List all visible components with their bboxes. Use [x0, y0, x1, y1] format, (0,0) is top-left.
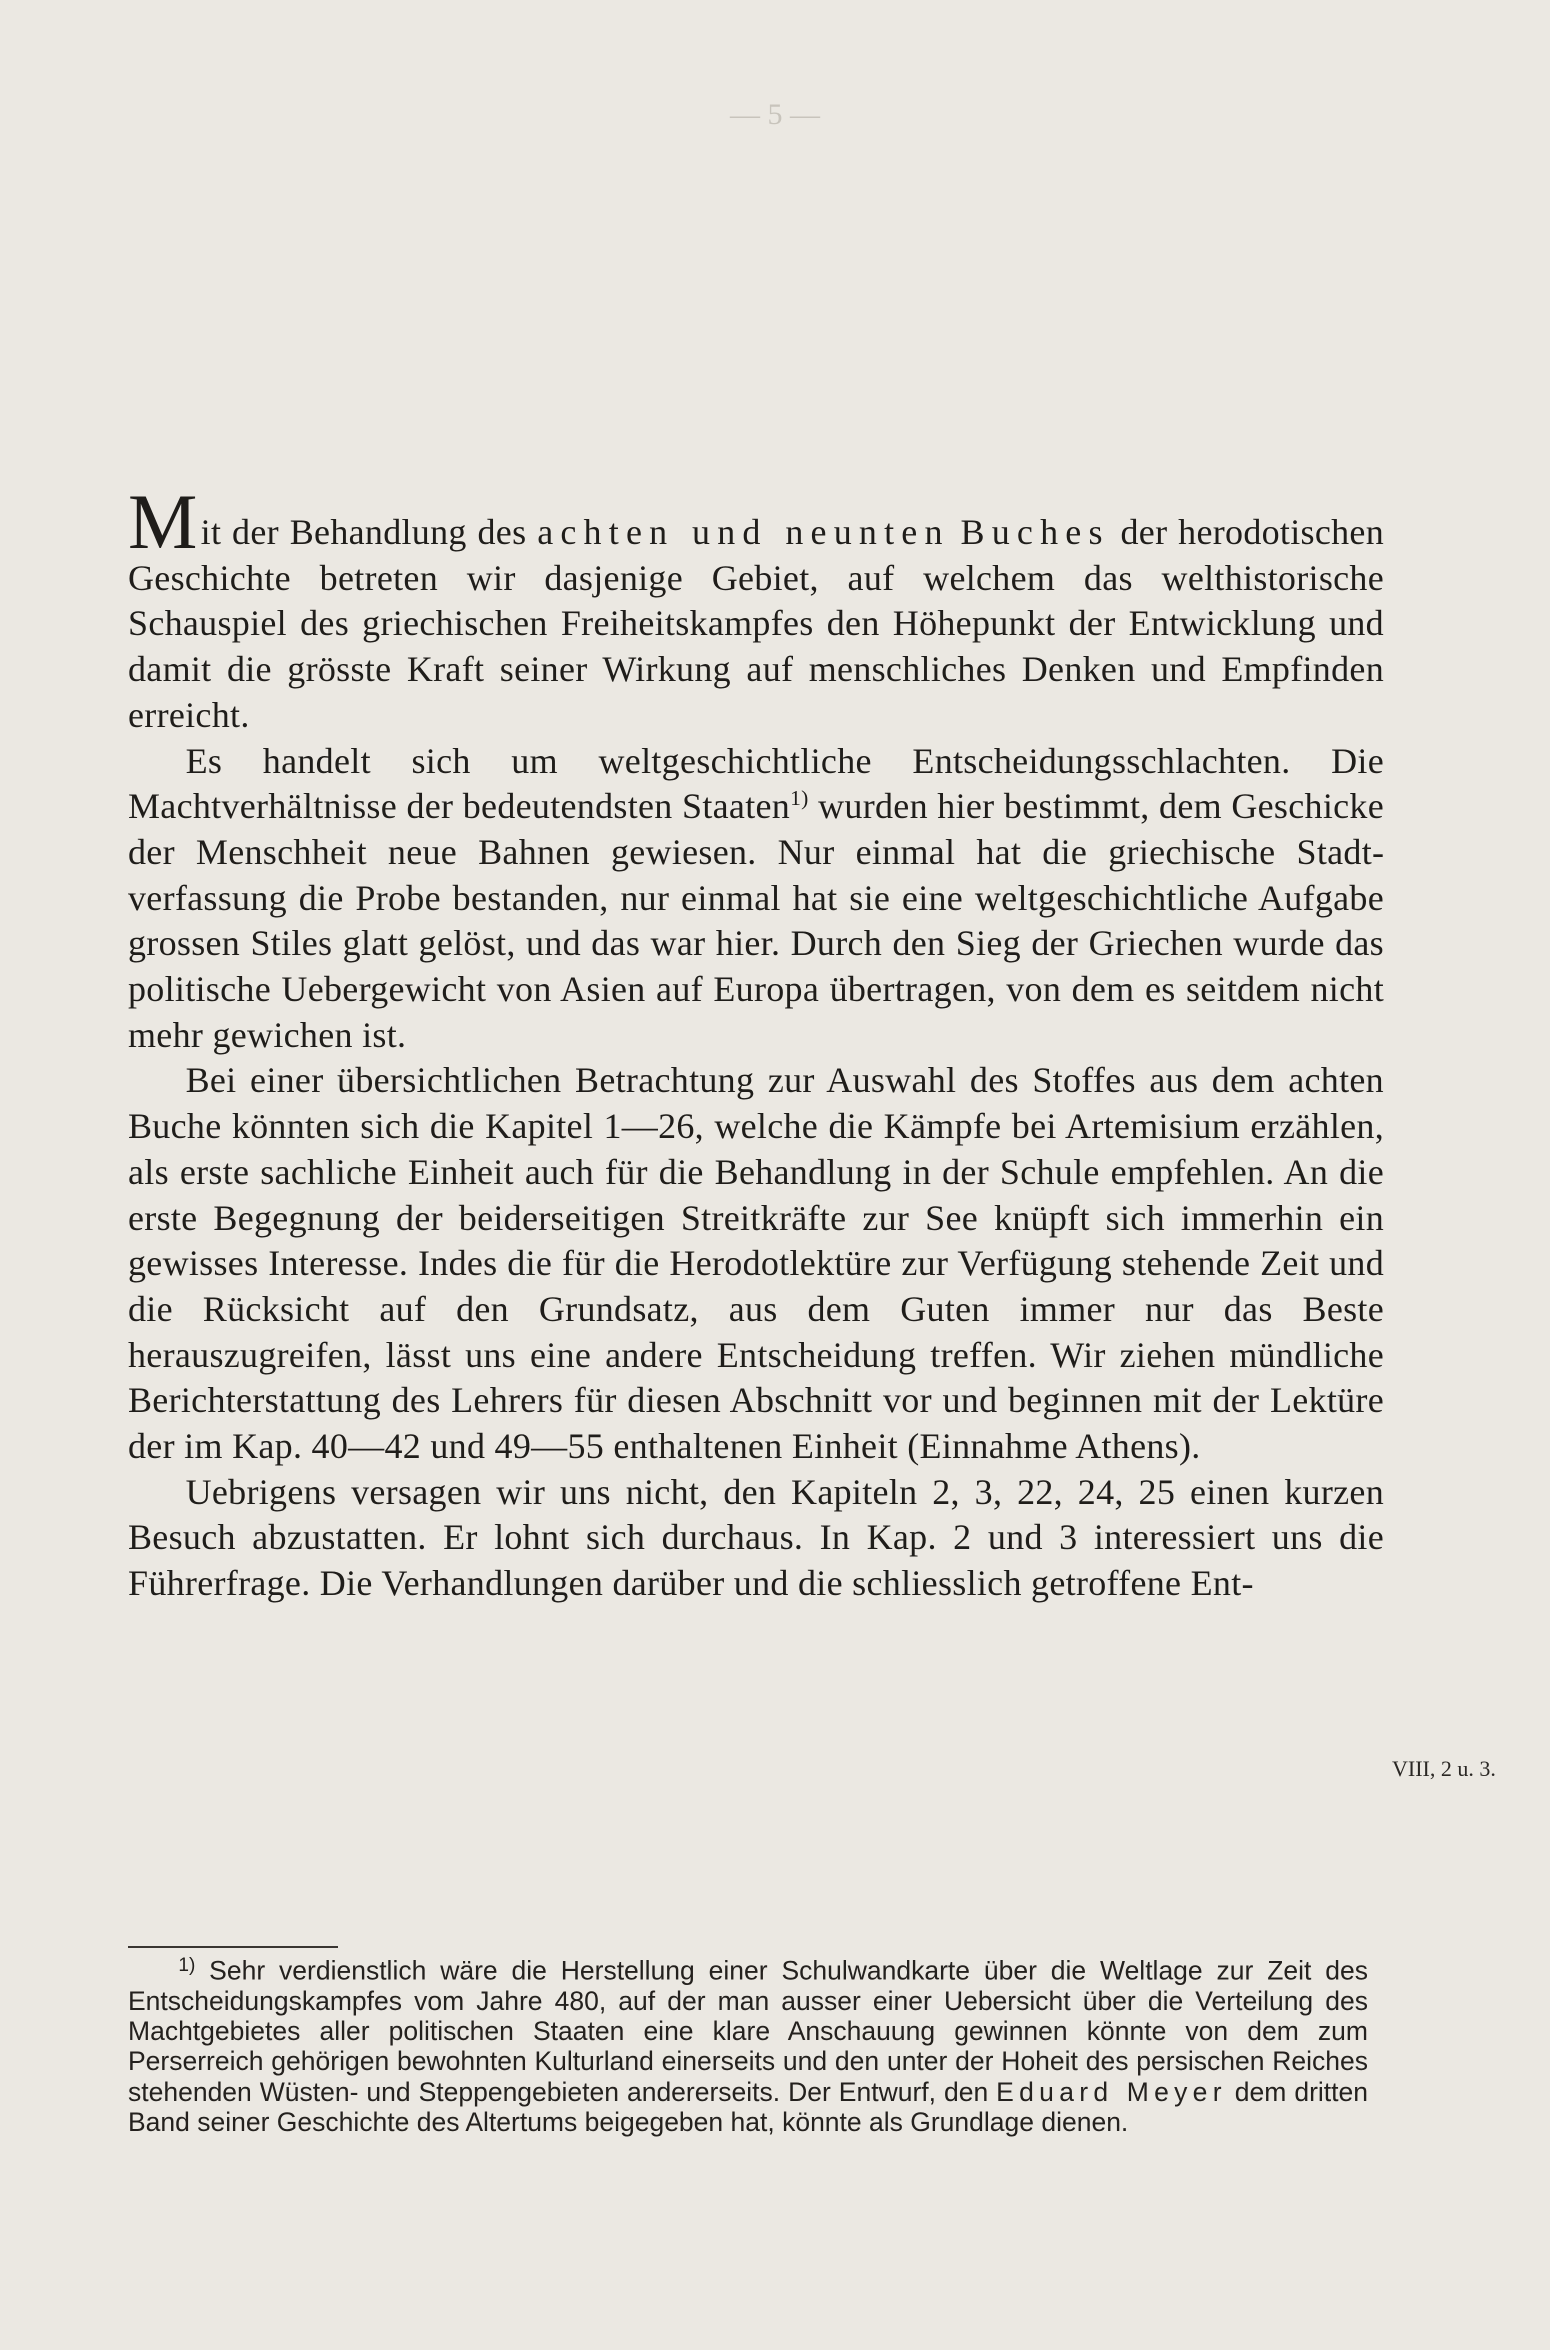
- p1-text-1: it der Behandlung des: [200, 512, 538, 552]
- page-number: — 5 —: [730, 98, 820, 131]
- drop-cap: M: [128, 478, 198, 565]
- p2-text-1: Es handelt sich um weltgeschichtliche Entscheidungsschlachten. Die Machtverhältnisse der bedeutendsten Staaten: [128, 740, 1384, 827]
- paragraph-3: Bei einer übersichtlichen Betrachtung zur Auswahl des Stoffes aus dem achten Buche könnten sich die Kapitel 1—26, welche die Kämpfe bei Artemisium erzählen, als erste sachliche Einheit auch für die Behandlung in der Schule empfehlen. An die erste Begegnung der beiderseitigen Streitkräfte zur See knüpft sich immerhin ein gewisses Interesse. Indes die für die Herodotlektüre zur Verfügung stehende Zeit und die Rücksicht auf den Grundsatz, aus dem Guten immer nur das Beste herauszugreifen, lässt uns eine andere Entscheidung treffen. Wir ziehen mündliche Berichterstattung des Lehrers für diesen Abschnitt vor und beginnen mit der Lektüre der im Kap. 40—42 und 49—55 enthaltenen Einheit (Einnahme Athens).: [128, 1060, 1384, 1467]
- margin-note: VIII, 2 u. 3.: [1392, 1756, 1496, 1781]
- footnote-text-1: Sehr verdienstlich wäre die Herstellung einer Schulwandkarte über die Weltlage zur Zeit des Entscheidungskampfes vom Jahre 480, auf der man ausser einer Uebersicht über die Verteilung des Machtgebietes aller politischen Staaten eine klare Anschauung gewinnen könnte von dem zum Perserreich gehörigen bewohnten Kulturland einerseits und den unter der Hoheit des persischen Reiches stehenden Wüsten- und Steppengebieten andererseits. Der Entwurf, den: [128, 1955, 1368, 2107]
- footnote-divider: [128, 1946, 338, 1948]
- p1-emphasis-2: Buches: [960, 512, 1110, 552]
- p1-text-3: der herodotischen Geschichte betreten wir dasjenige Gebiet, auf welchem das welthistorische Schauspiel des griechischen Freiheitskampfes den Höhepunkt der Entwicklung und damit die grösste Kraft seiner Wirkung auf menschliches Denken und Empfinden erreicht.: [128, 512, 1384, 735]
- footnote-author-name: Eduard Meyer: [996, 2076, 1227, 2107]
- p2-text-2: wurden hier bestimmt, dem Geschicke der Menschheit neue Bahnen gewiesen. Nur einmal hat die griechische Stadtverfassung die Probe bestanden, nur einmal hat sie eine weltgeschichtliche Aufgabe grossen Stiles glatt gelöst, und das war hier. Durch den Sieg der Griechen wurde das politische Uebergewicht von Asien auf Europa übertragen, von dem es seitdem nicht mehr gewichen ist.: [128, 786, 1384, 1055]
- footnote-marker: 1): [178, 1955, 196, 1976]
- paragraph-2: [128, 739, 1384, 1059]
- footnote-paragraph: [128, 1951, 1368, 2137]
- paragraph-4: Uebrigens versagen wir uns nicht, den Kapiteln 2, 3, 22, 24, 25 einen kurzen Besuch abzustatten. Er lohnt sich durchaus. In Kap. 2 und 3 interessiert uns die Führerfrage. Die Verhandlungen darüber und die schliesslich getroffene Ent-: [128, 1471, 1384, 1604]
- p1-emphasis-1: achten und neunten: [537, 512, 950, 552]
- paragraph-1: [128, 478, 1384, 739]
- footnote: [128, 1951, 1368, 2137]
- footnote-reference[interactable]: 1): [790, 786, 809, 811]
- main-text: [128, 478, 1384, 1607]
- p1-text-2: [950, 512, 961, 552]
- footnote-text-2: dem dritten Band seiner Geschichte des Altertums beigegeben hat, könnte als Grundlage dienen.: [128, 2076, 1368, 2138]
